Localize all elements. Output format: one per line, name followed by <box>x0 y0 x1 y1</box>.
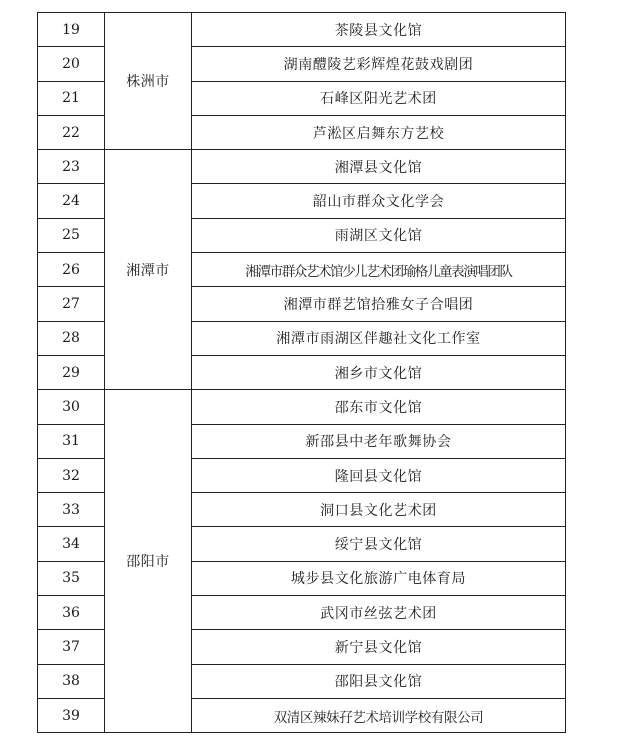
row-number: 23 <box>38 150 105 184</box>
row-number: 38 <box>38 664 105 698</box>
organization-name: 茶陵县文化馆 <box>192 13 566 47</box>
organization-name: 湘潭县文化馆 <box>192 150 566 184</box>
city-cell: 邵阳市 <box>105 390 192 733</box>
table-row <box>38 390 566 424</box>
organization-name: 武冈市丝弦艺术团 <box>192 596 566 630</box>
city-cell: 株洲市 <box>105 13 192 150</box>
organization-name: 双清区辣妹孖艺术培训学校有限公司 <box>192 698 566 732</box>
organization-name: 邵东市文化馆 <box>192 390 566 424</box>
organization-name: 雨湖区文化馆 <box>192 218 566 252</box>
row-number: 20 <box>38 47 105 81</box>
organization-name: 湘潭市群艺馆拾雅女子合唱团 <box>192 287 566 321</box>
table-row <box>38 13 566 47</box>
row-number: 21 <box>38 81 105 115</box>
organization-name: 新邵县中老年歌舞协会 <box>192 424 566 458</box>
table-row <box>38 150 566 184</box>
row-number: 19 <box>38 13 105 47</box>
row-number: 24 <box>38 184 105 218</box>
row-number: 31 <box>38 424 105 458</box>
organization-name: 石峰区阳光艺术团 <box>192 81 566 115</box>
organization-name: 邵阳县文化馆 <box>192 664 566 698</box>
organization-name: 绥宁县文化馆 <box>192 527 566 561</box>
organization-name: 湘潭市群众艺术馆少儿艺术团瑜格儿童表演唱团队 <box>192 253 566 287</box>
row-number: 34 <box>38 527 105 561</box>
roster-table <box>37 12 566 733</box>
row-number: 32 <box>38 458 105 492</box>
row-number: 39 <box>38 698 105 732</box>
row-number: 37 <box>38 630 105 664</box>
organization-name: 湖南醴陵艺彩辉煌花鼓戏剧团 <box>192 47 566 81</box>
row-number: 33 <box>38 493 105 527</box>
row-number: 30 <box>38 390 105 424</box>
row-number: 26 <box>38 253 105 287</box>
organization-name: 湘潭市雨湖区伴趣社文化工作室 <box>192 321 566 355</box>
row-number: 36 <box>38 596 105 630</box>
row-number: 22 <box>38 115 105 149</box>
row-number: 35 <box>38 561 105 595</box>
organization-name: 韶山市群众文化学会 <box>192 184 566 218</box>
row-number: 25 <box>38 218 105 252</box>
organization-name: 洞口县文化艺术团 <box>192 493 566 527</box>
city-cell: 湘潭市 <box>105 150 192 390</box>
row-number: 29 <box>38 355 105 389</box>
organization-name: 隆回县文化馆 <box>192 458 566 492</box>
organization-name: 城步县文化旅游广电体育局 <box>192 561 566 595</box>
row-number: 28 <box>38 321 105 355</box>
organization-name: 湘乡市文化馆 <box>192 355 566 389</box>
organization-name: 新宁县文化馆 <box>192 630 566 664</box>
row-number: 27 <box>38 287 105 321</box>
organization-name: 芦淞区启舞东方艺校 <box>192 115 566 149</box>
